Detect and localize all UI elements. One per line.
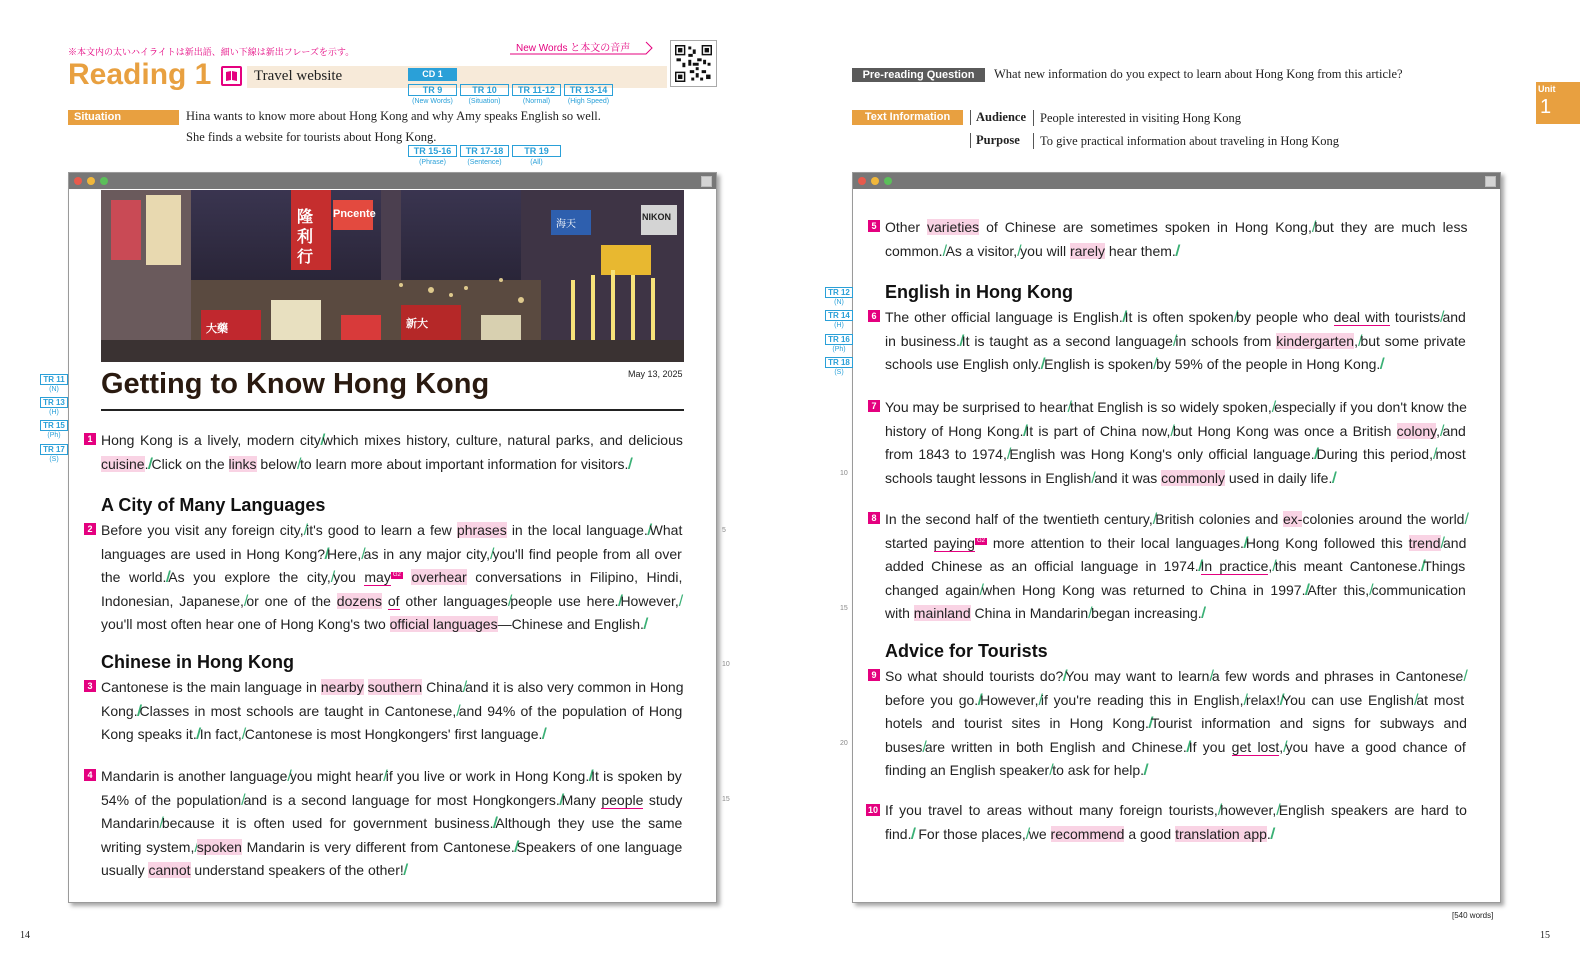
word-count: [540 words]	[1452, 911, 1494, 920]
photo-sign: 新大	[406, 318, 428, 330]
track-sub: (All)	[530, 159, 543, 166]
photo-sign: Pncente	[333, 208, 376, 220]
unit-number: 1	[1540, 96, 1552, 118]
section-heading: Advice for Tourists	[885, 641, 1048, 661]
photo-sign: 大藥	[206, 323, 228, 335]
page-number-right: 15	[1540, 930, 1550, 941]
audience-label: Audience	[970, 110, 1026, 125]
side-track[interactable]: TR 17	[40, 444, 68, 455]
side-track-sub: (Ph)	[47, 432, 61, 439]
paragraph-4: Mandarin is another language you might hear if you live or work in Hong Kong. It is spoken by 54% of the population and is a second language for most Hongkongers. Many people study Mandarin because it is often used for government business. Although they use the same writing system, spoken Mandarin is very different from Cantonese. Speakers of one language usually cannot understand speakers of the other!	[101, 768, 683, 878]
side-track-sub: (Ph)	[832, 346, 846, 353]
text-info-label: Text Information	[852, 110, 963, 125]
paragraph-9: So what should tourists do? You may want to learn a few words and phrases in Cantonese before you go. However, if you're reading this in English, relax! You can use English at most hotels and tourist sites in Hong Kong. Tourist information and signs for subways and buses are written in both English and Chinese. If you get lost, you have a good chance of finding an English speaker to ask for help.	[885, 668, 1467, 778]
line-number: 5	[722, 527, 726, 534]
paragraph-number: 10	[867, 805, 878, 815]
reading-topic: Travel website	[254, 68, 343, 84]
cd-badge[interactable]: CD 1	[408, 68, 457, 81]
section-heading: English in Hong Kong	[885, 282, 1073, 302]
side-track[interactable]: TR 11	[40, 374, 68, 385]
paragraph-7: You may be surprised to hear that English is so widely spoken, especially if you don't know the history of Hong Kong. It is part of China now, but Hong Kong was once a British colony, and from 1843 to 1974, English was Hong Kong's only official language. During this period, most schools taught lessons in English and it was commonly used in daily life.	[885, 399, 1467, 486]
reading-title: Reading 1	[68, 58, 212, 91]
purpose-divider	[1033, 133, 1034, 149]
track-sub: (Sentence)	[467, 159, 502, 166]
article-date: May 13, 2025	[628, 369, 683, 379]
close-dot-icon[interactable]	[858, 177, 866, 185]
audience-text: People interested in visiting Hong Kong	[1040, 111, 1242, 125]
qr-code-icon	[675, 45, 712, 82]
photo-sign: 利	[297, 229, 314, 246]
side-track[interactable]: TR 18	[825, 357, 853, 368]
track-sub: (New Words)	[412, 98, 453, 105]
maximize-dot-icon[interactable]	[100, 177, 108, 185]
line-number: 20	[840, 740, 848, 747]
side-track-sub: (S)	[834, 369, 844, 376]
track-button[interactable]: TR 9	[408, 84, 457, 96]
side-track[interactable]: TR 12	[825, 287, 853, 298]
paragraph-8: In the second half of the twentieth century, British colonies and ex-colonies around the world started paying G2 more attention to their local languages. Hong Kong followed this trend and added Chinese as an official language in 1974. In practice, this meant Cantonese. Things changed again when Hong Kong was returned to China in 1997. After this, communication with mainland China in Mandarin began increasing.	[885, 511, 1467, 621]
new-words-audio-label: New Words と本文の音声	[516, 43, 631, 54]
track-button[interactable]: TR 15-16	[408, 145, 457, 157]
situation-line-1: Hina wants to know more about Hong Kong and why Amy speaks English so well.	[186, 109, 601, 123]
track-button[interactable]: TR 13-14	[564, 84, 613, 96]
paragraph-6: The other official language is English. It is often spoken by people who deal with tourists and in business. It is taught as a second language in schools from kindergarten, but some private schools use English only. English is spoken by 59% of the people in Hong Kong.	[885, 309, 1466, 372]
hong-kong-street-photo	[101, 190, 684, 362]
minimize-dot-icon[interactable]	[87, 177, 95, 185]
side-track[interactable]: TR 14	[825, 310, 853, 321]
window-titlebar	[69, 173, 716, 189]
side-track[interactable]: TR 15	[40, 420, 68, 431]
side-track[interactable]: TR 16	[825, 334, 853, 345]
unit-label: Unit	[1538, 84, 1556, 94]
paragraph-1: Hong Kong is a lively, modern city which mixes history, culture, natural parks, and delicious cuisine. Click on the links below to learn more about important information for visitors.	[101, 432, 683, 472]
photo-sign: 行	[297, 249, 314, 266]
track-sub: (High Speed)	[567, 98, 610, 105]
track-button[interactable]: TR 17-18	[460, 145, 509, 157]
paragraph-10: If you travel to areas without many foreign tourists, however, English speakers are hard to find. For those places, we recommend a good translation app.	[885, 802, 1467, 842]
window-square-icon[interactable]	[701, 176, 712, 187]
side-track[interactable]: TR 13	[40, 397, 68, 408]
photo-sign: NIKON	[642, 212, 671, 222]
situation-line-2: She finds a website for tourists about Hong Kong.	[186, 130, 437, 144]
track-button[interactable]: TR 10	[460, 84, 509, 96]
new-words-note: ※本文内の太いハイライトは新出語、細い下線は新出フレーズを示す。	[68, 47, 355, 57]
paragraph-number: 6	[868, 310, 880, 322]
section-heading: A City of Many Languages	[101, 495, 326, 515]
book-icon	[221, 66, 242, 86]
side-track-sub: (N)	[834, 299, 844, 306]
qr-code[interactable]	[670, 40, 717, 87]
minimize-dot-icon[interactable]	[871, 177, 879, 185]
window-titlebar	[853, 173, 1500, 189]
prq-text: What new information do you expect to learn about Hong Kong from this article?	[994, 67, 1403, 81]
track-sub: (Normal)	[522, 98, 551, 105]
paragraph-5: Other varieties of Chinese are sometimes spoken in Hong Kong, but they are much less common. As a visitor, you will rarely hear them.	[885, 219, 1468, 259]
purpose-text: To give practical information about traveling in Hong Kong	[1040, 134, 1340, 148]
track-sub: (Phrase)	[419, 159, 446, 166]
article-title: Getting to Know Hong Kong	[101, 368, 490, 400]
line-number: 10	[840, 470, 848, 477]
photo-sign: 隆	[297, 209, 314, 226]
arrow-right-icon	[510, 38, 660, 58]
window-square-icon[interactable]	[1485, 176, 1496, 187]
line-number: 10	[722, 661, 730, 668]
title-rule	[101, 409, 684, 411]
line-number: 15	[840, 605, 848, 612]
new-words-audio-link[interactable]	[516, 38, 630, 56]
paragraph-3: Cantonese is the main language in nearby southern China and it is also very common in Hong Kong. Classes in most schools are taught in Cantonese, and 94% of the population of Hong Kong speaks it. In fact, Cantonese is most Hongkongers' first language.	[101, 679, 684, 742]
photo-sign: 海天	[556, 219, 576, 230]
section-heading: Chinese in Hong Kong	[101, 652, 294, 672]
paragraph-2: Before you visit any foreign city, it's good to learn a few phrases in the local language. What languages are used in Hong Kong? Here, as in any major city, you'll find people from all over the world. As you explore the city, you may G2 overhear conversations in Filipino, Hindi, Indonesian, Japanese, or one of the dozens of other languages people use here. However, you'll most often hear one of Hong Kong's two official languages—Chinese and English.	[101, 522, 683, 632]
paragraph-number: 3	[84, 680, 96, 692]
prq-label: Pre-reading Question	[852, 68, 985, 82]
paragraph-number: 1	[84, 433, 96, 445]
paragraph-number: 4	[84, 769, 96, 781]
side-track-sub: (H)	[49, 409, 59, 416]
purpose-label: Purpose	[970, 133, 1020, 148]
track-button[interactable]: TR 11-12	[512, 84, 561, 96]
maximize-dot-icon[interactable]	[884, 177, 892, 185]
side-track-sub: (S)	[49, 456, 59, 463]
paragraph-number: 7	[868, 400, 880, 412]
line-number: 15	[722, 796, 730, 803]
paragraph-number: 9	[868, 669, 880, 681]
page-number-left: 14	[20, 930, 30, 941]
paragraph-number: 5	[868, 220, 880, 232]
track-button[interactable]: TR 19	[512, 145, 561, 157]
close-dot-icon[interactable]	[74, 177, 82, 185]
paragraph-number: 2	[84, 523, 96, 535]
paragraph-number: 8	[868, 512, 880, 524]
audience-divider	[1033, 110, 1034, 126]
side-track-sub: (N)	[49, 386, 59, 393]
track-sub: (Situation)	[468, 98, 501, 105]
situation-label: Situation	[68, 110, 179, 125]
side-track-sub: (H)	[834, 322, 844, 329]
